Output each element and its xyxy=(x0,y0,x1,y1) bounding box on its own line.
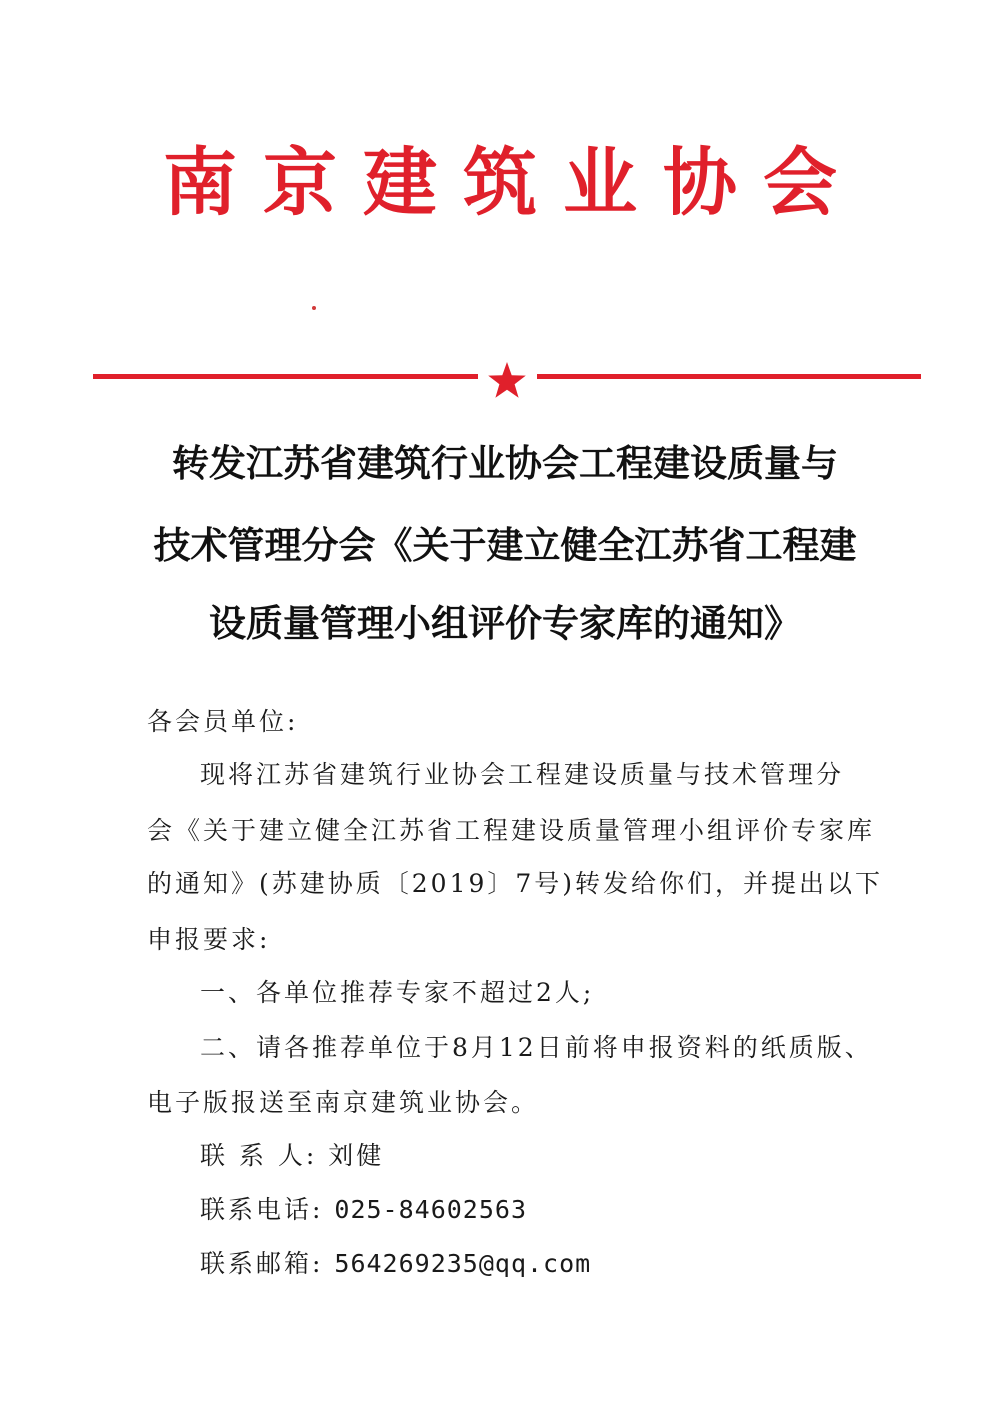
contact-person-row xyxy=(200,1138,384,1174)
contact-person-value: 刘健 xyxy=(328,1141,385,1170)
salutation: 各会员单位: xyxy=(147,707,299,736)
contact-email-value: 564269235@qq.com xyxy=(334,1249,592,1278)
intro-line-4: 申报要求: xyxy=(147,925,271,954)
contact-phone-value: 025-84602563 xyxy=(334,1195,528,1224)
intro-line-2: 会《关于建立健全江苏省工程建设质量管理小组评价专家库 xyxy=(147,816,876,845)
letterhead-rule-left xyxy=(93,374,478,379)
contact-email-label: 联系邮箱: xyxy=(200,1249,324,1278)
requirement-1: 一、各单位推荐专家不超过2人; xyxy=(200,978,595,1007)
intro-line-3: 的通知》(苏建协质〔2019〕7号)转发给你们，并提出以下 xyxy=(147,869,884,898)
contact-phone-row xyxy=(200,1192,527,1228)
star-icon xyxy=(487,360,527,400)
document-title-line-2: 技术管理分会《关于建立健全江苏省工程建 xyxy=(153,524,857,567)
letterhead-rule-right xyxy=(537,374,921,379)
ink-speck xyxy=(312,306,316,310)
intro-line-1: 现将江苏省建筑行业协会工程建设质量与技术管理分 xyxy=(200,760,845,789)
requirement-2-line-2: 电子版报送至南京建筑业协会。 xyxy=(147,1088,540,1117)
contact-email-row xyxy=(200,1246,591,1282)
requirement-2-line-1: 二、请各推荐单位于8月12日前将申报资料的纸质版、 xyxy=(200,1033,873,1062)
contact-phone-label: 联系电话: xyxy=(200,1195,324,1224)
document-title-line-1: 转发江苏省建筑行业协会工程建设质量与 xyxy=(172,442,838,485)
contact-person-label: 联 系 人: xyxy=(200,1141,318,1170)
letterhead-org-name: 南京建筑业协会 xyxy=(163,140,863,226)
document-title-line-3: 设质量管理小组评价专家库的通知》 xyxy=(209,602,801,645)
